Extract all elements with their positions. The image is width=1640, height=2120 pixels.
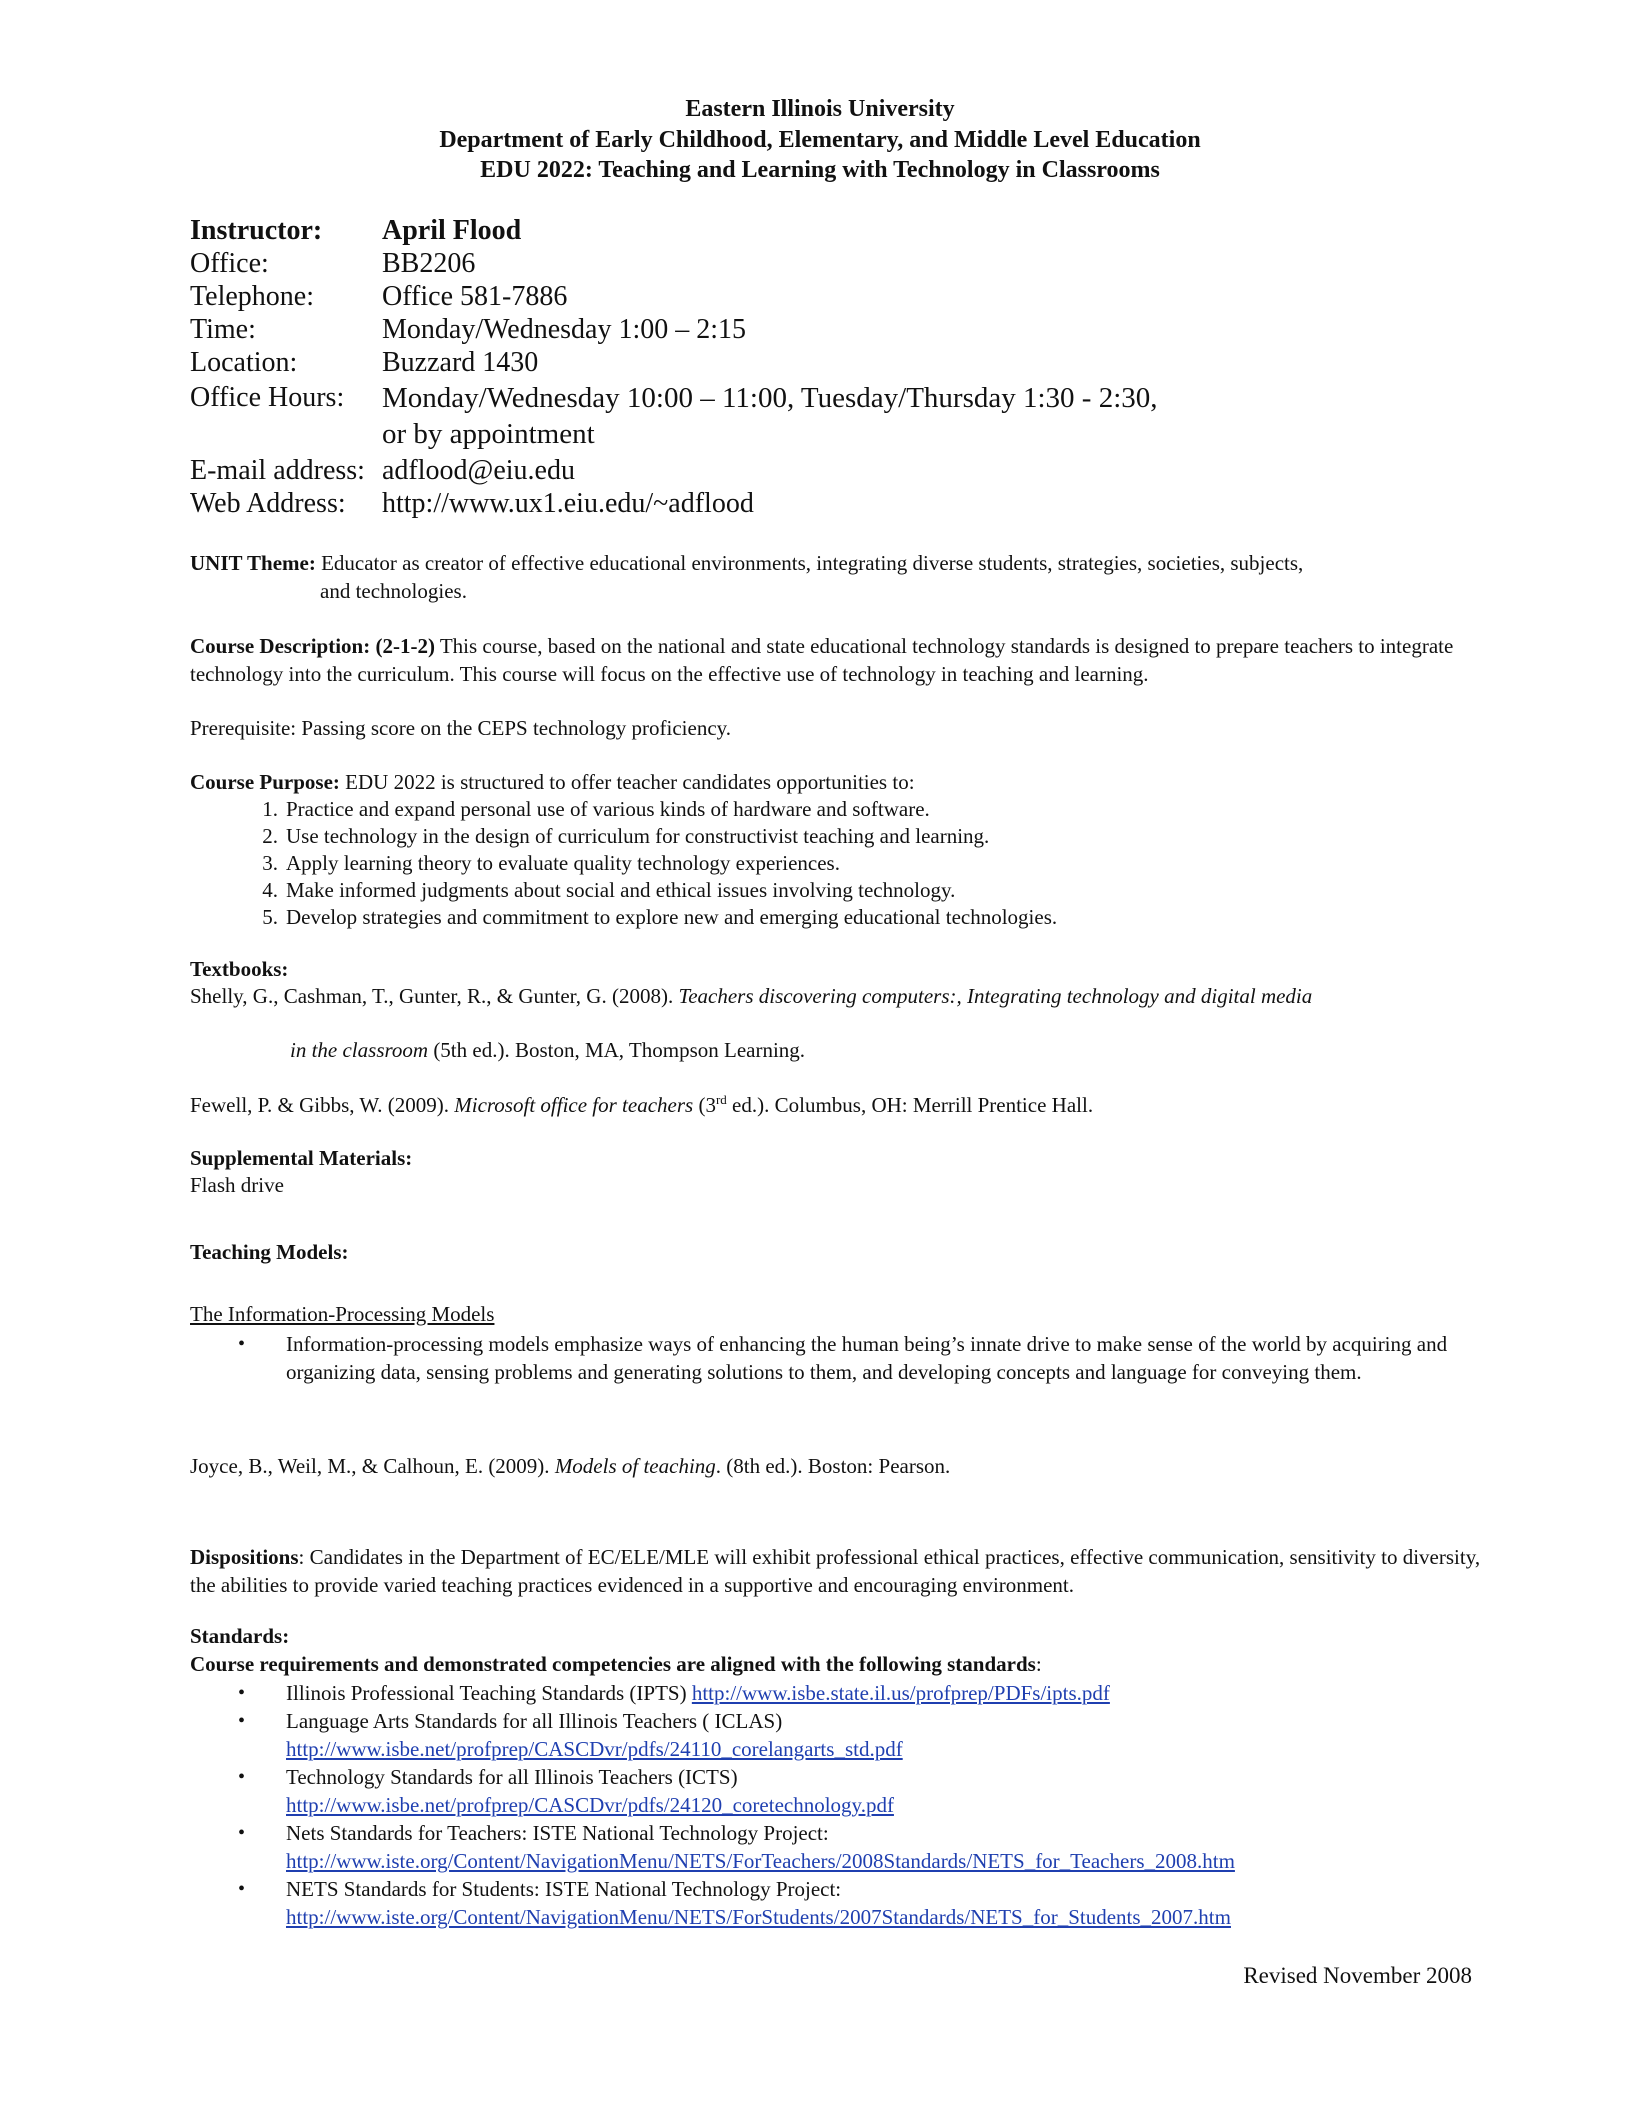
standard-label: Illinois Professional Teaching Standards (IPTS) (286, 1681, 692, 1705)
office-value: BB2206 (382, 248, 476, 279)
supplemental-heading: Supplemental Materials: (190, 1146, 413, 1170)
prerequisite: Prerequisite: Passing score on the CEPS technology proficiency. (190, 716, 732, 740)
standards-heading: Standards: (190, 1624, 290, 1648)
purpose-item-num: 3. (262, 851, 278, 875)
location-value: Buzzard 1430 (382, 347, 539, 378)
supplemental-text: Flash drive (190, 1173, 284, 1197)
telephone-value: Office 581-7886 (382, 281, 568, 312)
standard-link[interactable]: http://www.iste.org/Content/NavigationMenu/NETS/ForStudents/2007Standards/NETS_for_Students_2007.htm (286, 1905, 1231, 1929)
course-description-label: Course Description: (2-1-2) (190, 634, 435, 658)
time-value: Monday/Wednesday 1:00 – 2:15 (382, 314, 747, 345)
standard-label: Technology Standards for all Illinois Teachers (ICTS) (286, 1765, 738, 1789)
teaching-models-subheading: The Information-Processing Models (190, 1302, 495, 1326)
unit-theme-text-cont: and technologies. (320, 579, 467, 603)
purpose-item-text: Develop strategies and commitment to explore new and emerging educational technologies. (286, 905, 1058, 929)
bullet-icon: • (238, 1766, 246, 1788)
textbook-1-authors: Shelly, G., Cashman, T., Gunter, R., & Gunter, G. (2008). (190, 984, 679, 1008)
purpose-item-text: Practice and expand personal use of various kinds of hardware and software. (286, 797, 930, 821)
teaching-models-bullet-text: Information-processing models emphasize ways of enhancing the human being’s innate drive to make sense of the world by acquiring and organizing data, sensing problems and generating solutions to them, and developing concepts and language for conveying them. (286, 1332, 1448, 1384)
course-description-text: This course, based on the national and state educational technology standards is designed to prepare teachers to integrate technology into the curriculum. This course will focus on the effective use of technology in teaching and learning. (190, 634, 1454, 686)
purpose-item-text: Make informed judgments about social and ethical issues involving technology. (286, 878, 956, 902)
textbook-2 (190, 1092, 1093, 1118)
office-hours-value-cont: or by appointment (382, 418, 595, 450)
course-description (190, 632, 1490, 688)
office-hours-label: Office Hours: (190, 382, 345, 413)
course-purpose-label: Course Purpose: (190, 770, 340, 794)
textbook-1-cont (290, 1038, 805, 1063)
bullet-icon: • (238, 1682, 246, 1704)
dispositions-text: : Candidates in the Department of EC/ELE/MLE will exhibit professional ethical practices, effective communication, sensitivity to diversity, the abilities to provide varied teaching practices evidenced in a supportive and encouraging environment. (190, 1545, 1481, 1597)
revised-date: Revised November 2008 (1243, 1963, 1472, 1988)
purpose-item-text: Apply learning theory to evaluate quality technology experiences. (286, 851, 840, 875)
reference-title: Models of teaching (554, 1454, 716, 1478)
textbook-2-ed: (3 (693, 1093, 716, 1117)
textbook-2-authors: Fewell, P. & Gibbs, W. (2009). (190, 1093, 455, 1117)
office-hours-value: Monday/Wednesday 10:00 – 11:00, Tuesday/Thursday 1:30 - 2:30, (382, 382, 1158, 414)
university-name: Eastern Illinois University (685, 96, 955, 122)
email-value: adflood@eiu.edu (382, 455, 575, 486)
standard-label: NETS Standards for Students: ISTE National Technology Project: (286, 1877, 842, 1901)
dispositions (190, 1543, 1490, 1599)
unit-theme (190, 551, 1303, 576)
teaching-models-reference (190, 1454, 950, 1479)
teaching-models-heading: Teaching Models: (190, 1240, 349, 1264)
bullet-icon: • (238, 1710, 246, 1732)
bullet-icon: • (238, 1822, 246, 1844)
purpose-item-num: 2. (262, 824, 278, 848)
purpose-item-num: 5. (262, 905, 278, 929)
textbook-1-rest: (5th ed.). Boston, MA, Thompson Learning. (428, 1038, 806, 1062)
purpose-item-num: 4. (262, 878, 278, 902)
purpose-item-num: 1. (262, 797, 278, 821)
textbook-1 (190, 984, 1312, 1009)
web-value: http://www.ux1.eiu.edu/~adflood (382, 488, 754, 519)
textbook-2-title: Microsoft office for teachers (454, 1093, 694, 1117)
dispositions-label: Dispositions (190, 1545, 299, 1569)
office-label: Office: (190, 248, 269, 279)
telephone-label: Telephone: (190, 281, 314, 312)
course-purpose-intro: EDU 2022 is structured to offer teacher candidates opportunities to: (339, 770, 915, 794)
bullet-icon: • (238, 1333, 246, 1355)
standard-link[interactable]: http://www.isbe.net/profprep/CASCDvr/pdfs/24110_corelangarts_std.pdf (286, 1737, 903, 1761)
textbook-1-title-cont: in the classroom (290, 1038, 429, 1062)
department-name: Department of Early Childhood, Elementary, and Middle Level Education (439, 127, 1201, 153)
standards-subheading-colon: : (1035, 1652, 1042, 1676)
instructor-name: April Flood (382, 215, 522, 246)
email-label: E-mail address: (190, 455, 365, 486)
unit-theme-label: UNIT Theme: (190, 551, 316, 575)
textbook-2-rest: ed.). Columbus, OH: Merrill Prentice Hall. (726, 1093, 1094, 1117)
reference-rest: . (8th ed.). Boston: Pearson. (715, 1454, 951, 1478)
textbooks-heading: Textbooks: (190, 957, 289, 981)
standard-link[interactable]: http://www.isbe.net/profprep/CASCDvr/pdfs/24120_coretechnology.pdf (286, 1793, 894, 1817)
standard-link[interactable]: http://www.isbe.state.il.us/profprep/PDFs/ipts.pdf (691, 1681, 1110, 1705)
time-label: Time: (190, 314, 256, 345)
course-purpose (190, 770, 915, 795)
reference-authors: Joyce, B., Weil, M., & Calhoun, E. (2009). (190, 1454, 555, 1478)
standard-link[interactable]: http://www.iste.org/Content/NavigationMenu/NETS/ForTeachers/2008Standards/NETS_for_Teachers_2008.htm (286, 1849, 1235, 1873)
standard-item-text (286, 1679, 1110, 1707)
instructor-label: Instructor: (190, 215, 323, 246)
textbook-2-ed-sup: rd (715, 1092, 727, 1107)
course-title: EDU 2022: Teaching and Learning with Technology in Classrooms (480, 157, 1160, 183)
bullet-icon: • (238, 1878, 246, 1900)
web-label: Web Address: (190, 488, 346, 519)
standards-subheading-text: Course requirements and demonstrated competencies are aligned with the following standards (190, 1652, 1036, 1676)
unit-theme-text: Educator as creator of effective educational environments, integrating diverse students, strategies, societies, subjects, (315, 551, 1304, 575)
textbook-1-title: Teachers discovering computers:, Integrating technology and digital media (678, 984, 1313, 1008)
purpose-item-text: Use technology in the design of curriculum for constructivist teaching and learning. (286, 824, 990, 848)
standard-label: Language Arts Standards for all Illinois Teachers ( ICLAS) (286, 1709, 783, 1733)
standard-label: Nets Standards for Teachers: ISTE National Technology Project: (286, 1821, 829, 1845)
standards-subheading (190, 1652, 1042, 1677)
location-label: Location: (190, 347, 298, 378)
